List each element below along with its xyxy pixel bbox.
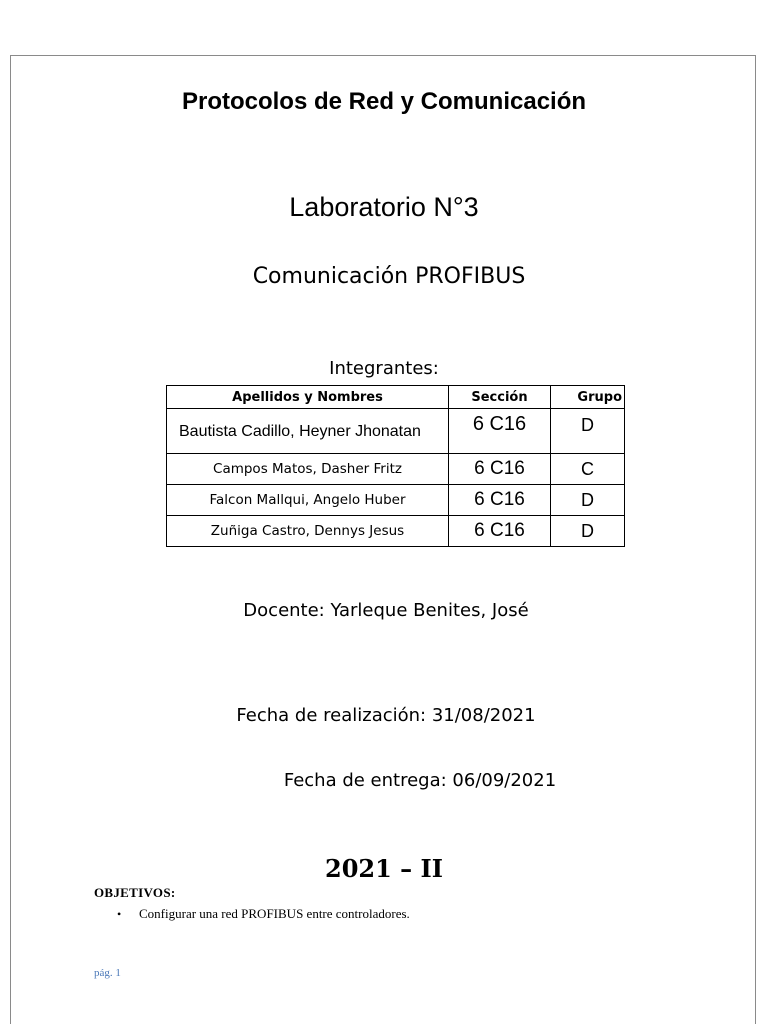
table-row [167, 409, 625, 454]
members-table-header [167, 386, 625, 409]
header-name: Apellidos y Nombres [167, 386, 449, 409]
list-item [117, 906, 410, 922]
table-row [167, 516, 625, 547]
realization-date: Fecha de realización: 31/08/2021 [236, 705, 536, 726]
member-section: 6 C16 [449, 454, 551, 485]
member-section: 6 C16 [449, 409, 551, 454]
member-name: Bautista Cadillo, Heyner Jhonatan [167, 409, 449, 454]
member-name: Zuñiga Castro, Dennys Jesus [167, 516, 449, 547]
lab-subject: Comunicación PROFIBUS [252, 264, 526, 289]
objectives-title: OBJETIVOS: [94, 885, 176, 900]
members-table [166, 385, 625, 547]
member-name: Campos Matos, Dasher Fritz [167, 454, 449, 485]
table-row [167, 485, 625, 516]
member-group: D [551, 409, 625, 454]
header-section: Sección [449, 386, 551, 409]
bullet-icon: • [117, 907, 122, 921]
academic-period: 2021 – II [325, 854, 443, 883]
page-number: pág. 1 [94, 967, 121, 979]
members-label: Integrantes: [329, 358, 439, 379]
member-group: C [551, 454, 625, 485]
member-group: D [551, 485, 625, 516]
member-name: Falcon Mallqui, Angelo Huber [167, 485, 449, 516]
objective-text: Configurar una red PROFIBUS entre controladores. [139, 906, 410, 921]
member-group: D [551, 516, 625, 547]
member-section: 6 C16 [449, 485, 551, 516]
teacher: Docente: Yarleque Benites, José [243, 600, 529, 621]
member-section: 6 C16 [449, 516, 551, 547]
lab-title: Laboratorio N°3 [289, 192, 479, 222]
delivery-date: Fecha de entrega: 06/09/2021 [283, 770, 557, 791]
table-row [167, 454, 625, 485]
course-title: Protocolos de Red y Comunicación [181, 88, 587, 115]
header-group: Grupo [551, 386, 625, 409]
